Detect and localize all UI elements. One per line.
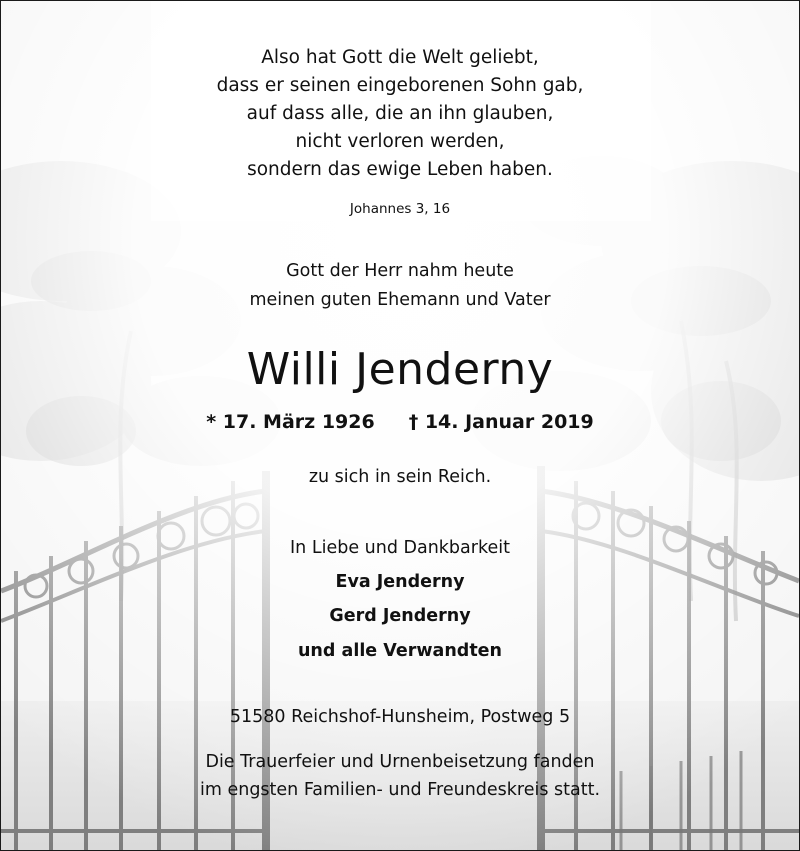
verse-line: Also hat Gott die Welt geliebt, — [261, 47, 539, 68]
birth-date: * 17. März 1926 — [206, 411, 375, 433]
notice-text — [1, 1, 799, 850]
verse-line: sondern das ewige Leben haben. — [247, 159, 553, 180]
verse-line: nicht verloren werden, — [295, 131, 505, 152]
intro-line: Gott der Herr nahm heute — [286, 261, 514, 281]
mourners-intro: In Liebe und Dankbarkeit — [290, 538, 510, 558]
verse-line: auf dass alle, die an ihn glauben, — [246, 103, 554, 124]
closing-line: zu sich in sein Reich. — [308, 467, 492, 487]
verse-line: dass er seinen eingeborenen Sohn gab, — [216, 75, 584, 96]
address: 51580 Reichshof-Hunsheim, Postweg 5 — [229, 707, 571, 727]
ceremony-line: Die Trauerfeier und Urnenbeisetzung fanden — [205, 752, 595, 772]
ceremony-line: im engsten Familien- und Freundeskreis statt. — [199, 780, 601, 800]
verse-reference: Johannes 3, 16 — [349, 201, 451, 217]
intro-line: meinen guten Ehemann und Vater — [249, 290, 551, 310]
deceased-name: Willi Jenderny — [246, 344, 554, 395]
mourner-name: und alle Verwandten — [297, 641, 503, 661]
mourner-name: Eva Jenderny — [335, 572, 465, 592]
death-date: † 14. Januar 2019 — [408, 411, 594, 433]
mourner-name: Gerd Jenderny — [329, 606, 471, 626]
life-dates — [1, 411, 799, 433]
